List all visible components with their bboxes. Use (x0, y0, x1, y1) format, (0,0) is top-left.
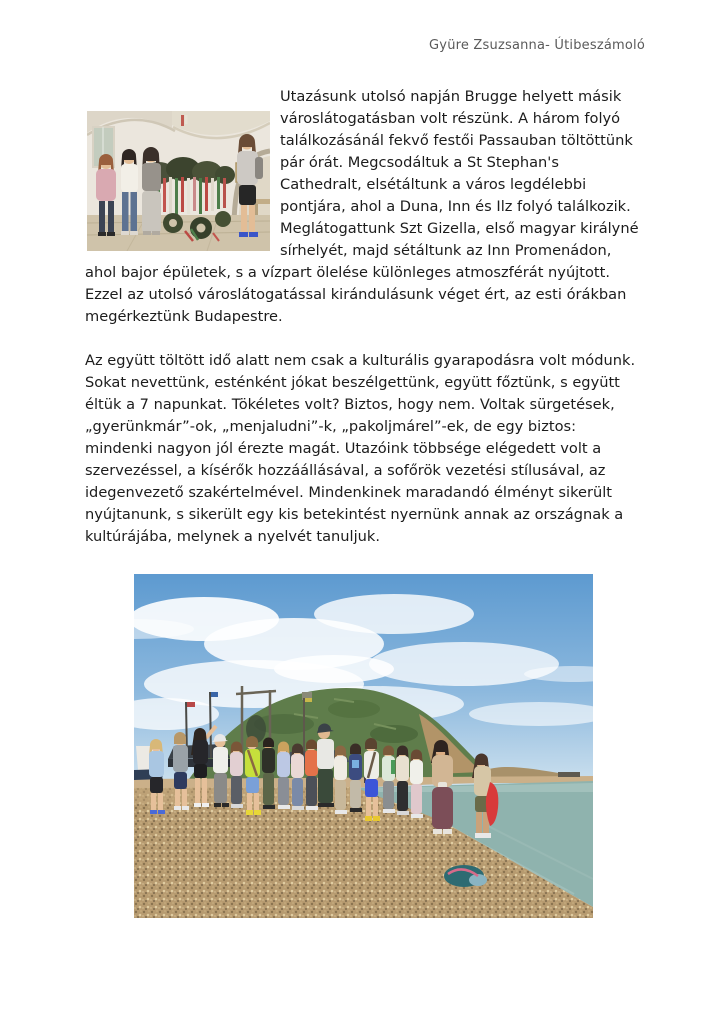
page-header-author: Gyüre Zsuzsanna- Útibeszámoló (429, 38, 645, 53)
inline-photo-gizella-tomb (87, 111, 270, 251)
paragraph-2: Ezzel az utolsó városlátogatással kirándulásunk véget ért, az esti órákban megérkeztünk Budapestre. (85, 286, 627, 325)
document-body (85, 86, 641, 918)
paragraph-1-text: Utazásunk utolsó napján Brugge helyett másik városlátogatásban volt részünk. A három folyó találkozásánál fekvő festői Passauban töltöttünk pár órát. Megcsodáltuk a St Stephan's Cathedralt, elsétáltunk a város legdélebbi pontjára, ahol a Duna, Inn és Ilz folyó találkozik. Meglátogattunk Szt Gizella, első magyar királyné sírhelyét, majd sétáltunk az Inn Promenádon, ahol bajor épületek, s a vízpart ölelése különleges atmoszférát nyújtott. (85, 88, 639, 281)
beach-group-photo (134, 574, 593, 918)
inline-photo-graphic (87, 111, 270, 251)
paragraph-1-block (85, 86, 641, 284)
breakwater (558, 772, 580, 777)
paragraph-3: Az együtt töltött idő alatt nem csak a kulturális gyarapodásra volt módunk. Sokat nevettünk, esténként jókat beszélgettünk, együtt főztünk, s együtt éltük a 7 napunkat. Tökéletes volt? Biztos, hogy nem. Voltak sürgetések, „gyerünkmár”-ok, „menjaludni”-k, „pakoljmárel”-ek, de egy biztos: mindenki nagyon jól érezte magát. Utazóink többsége elégedett volt a szervezéssel, a kísérők hozzáállásával, a sofőrök vezetési stílusával, az idegenvezető szakértelmével. Mindenkinek maradandó élményt sikerült nyújtanunk, s sikerült egy kis betekintést nyernünk annak az országnak a kultúrájába, melynek a nyelvét tanuljuk. (85, 352, 636, 545)
beach-photo-container (134, 574, 593, 918)
